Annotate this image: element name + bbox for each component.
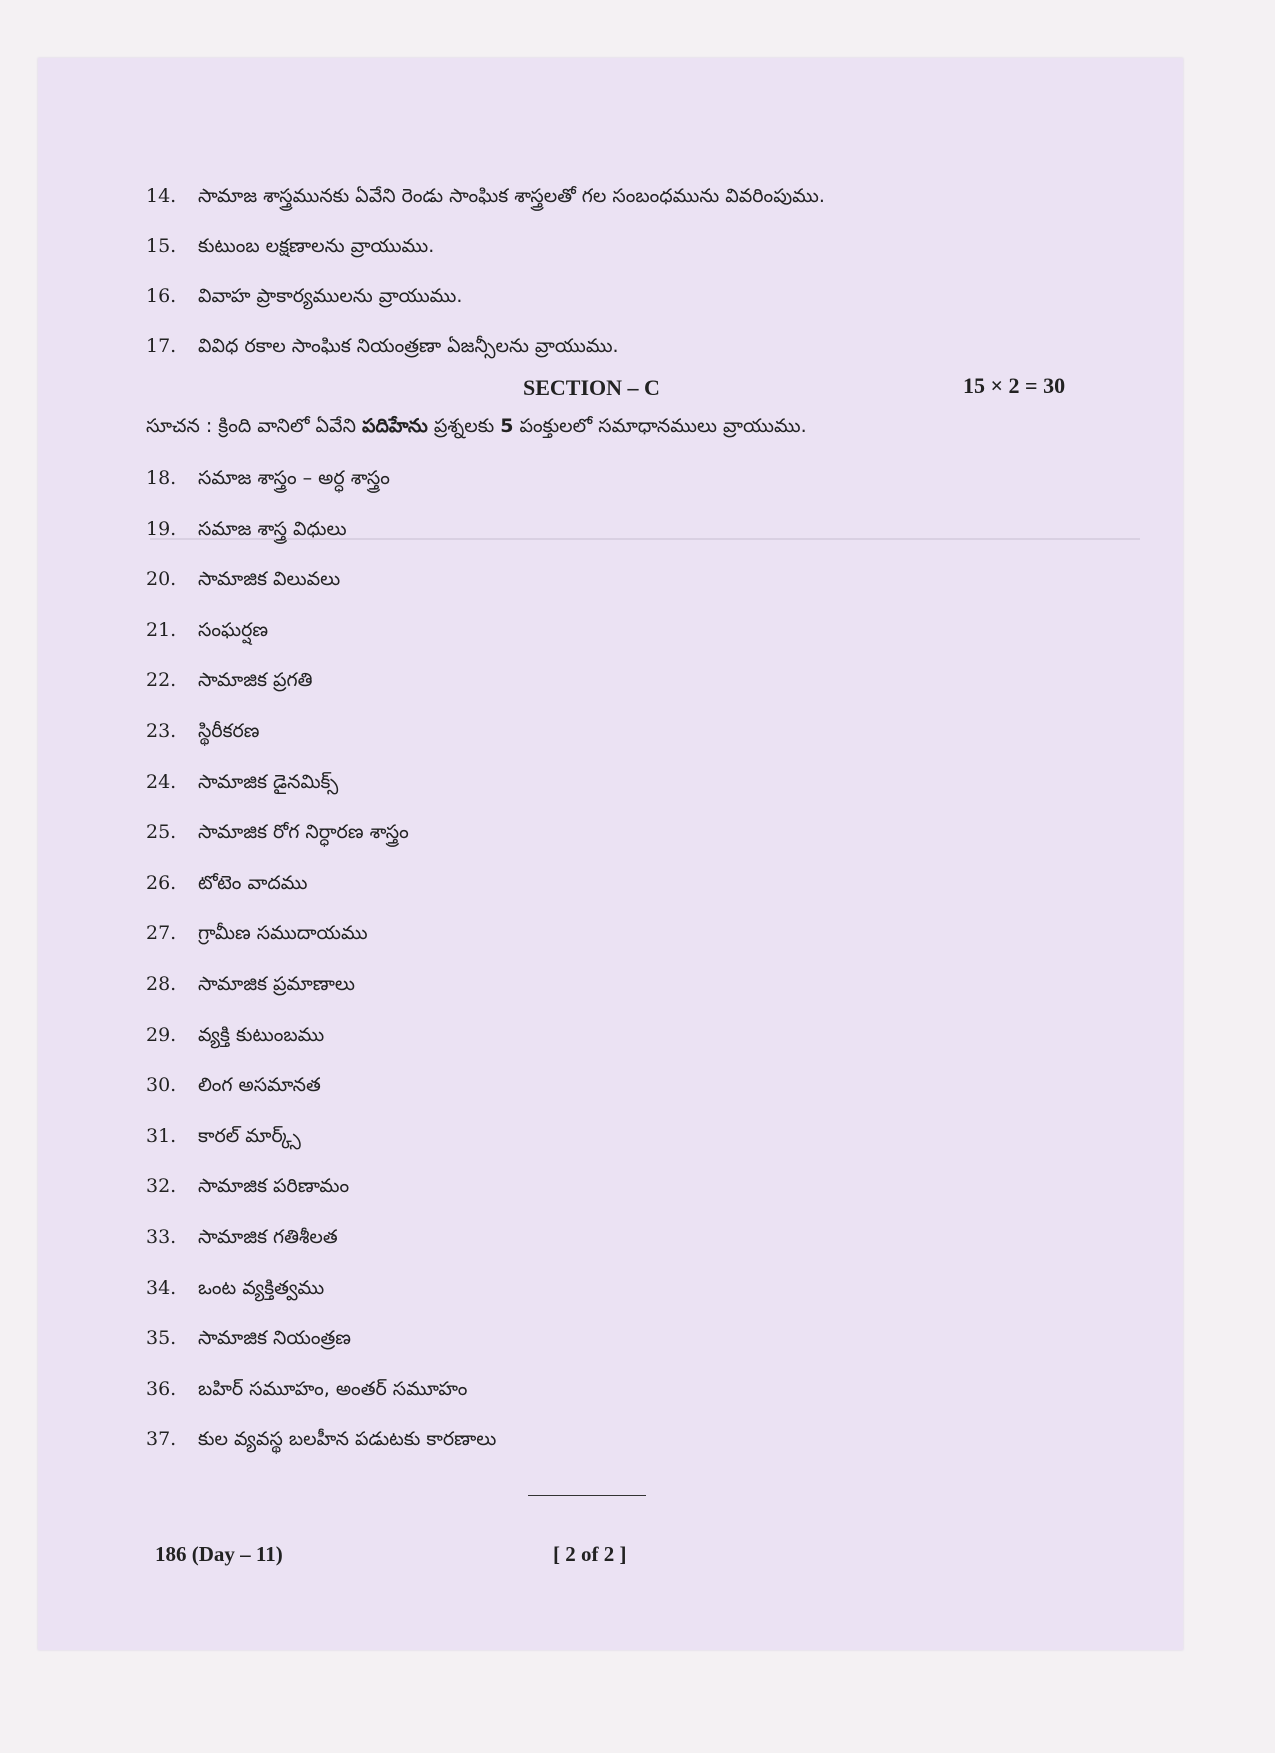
question-number: 17. [146, 335, 177, 357]
question-number: 34. [146, 1276, 177, 1299]
question-number: 21. [146, 618, 177, 641]
question-text: సమాజ శాస్త్ర విధులు [198, 517, 347, 540]
question-item [146, 1073, 321, 1097]
question-text: సామాజిక పరిణామం [198, 1175, 350, 1198]
question-number: 20. [146, 568, 177, 591]
question-text: వ్యక్తి కుటుంబము [198, 1023, 325, 1046]
instruction-count: పదిహేను [361, 415, 428, 437]
question-text: కుల వ్యవస్థ బలహీన పడుటకు కారణాలు [198, 1428, 497, 1451]
section-marks: 15 × 2 = 30 [963, 373, 1066, 398]
instruction-text: క్రింది వానిలో ఏవేని [218, 415, 356, 437]
question-item [146, 1124, 301, 1148]
question-number: 35. [146, 1327, 177, 1350]
question-item [146, 770, 338, 794]
instruction-lines: 5 [500, 415, 514, 437]
question-number: 37. [146, 1428, 177, 1451]
question-number: 31. [146, 1124, 177, 1147]
section-title: SECTION – C [523, 375, 660, 400]
question-text: వివిధ రకాల సాంఘిక నియంత్రణా ఏజన్సీలను వ్రాయుము. [198, 335, 619, 357]
question-text: టోటెం వాదము [198, 871, 308, 894]
question-item [146, 1276, 324, 1300]
question-number: 15. [146, 235, 177, 257]
question-item [146, 1225, 338, 1249]
question-item [146, 334, 619, 358]
end-rule [528, 1495, 646, 1496]
question-item [146, 820, 409, 844]
question-text: సామాజ శాస్త్రమునకు ఏవేని రెండు సాంఘిక శాస్త్రలతో గల సంబంధమును వివరింపుము. [198, 185, 825, 207]
question-text: ఒంట వ్యక్తిత్వము [198, 1276, 325, 1299]
question-number: 23. [146, 720, 177, 742]
question-number: 19. [146, 517, 177, 540]
question-text: సామాజిక నియంత్రణ [198, 1327, 351, 1350]
question-number: 25. [146, 821, 177, 844]
question-item [146, 1023, 324, 1047]
question-item [146, 517, 347, 541]
question-number: 30. [146, 1074, 177, 1097]
question-text: సామాజిక ప్రమాణాలు [198, 973, 355, 995]
question-text: సమాజ శాస్త్రం – అర్ధ శాస్త్రం [198, 467, 390, 489]
question-number: 16. [146, 285, 177, 307]
question-number: 14. [146, 185, 177, 207]
question-number: 24. [146, 770, 177, 793]
question-item [146, 567, 340, 591]
question-item [146, 234, 434, 258]
question-text: కారల్ మార్క్స్ [198, 1124, 301, 1147]
question-item [146, 1427, 496, 1451]
question-number: 28. [146, 973, 177, 995]
question-item [146, 719, 259, 743]
question-text: స్థిరీకరణ [198, 720, 260, 742]
question-item [146, 921, 368, 945]
question-text: సామాజిక డైనమిక్స్ [198, 770, 339, 793]
page-content [38, 58, 1183, 1650]
question-number: 26. [146, 871, 177, 894]
question-text: బహిర్ సమూహం, అంతర్ సమూహం [198, 1377, 468, 1400]
question-item [146, 871, 307, 895]
page-number: [ 2 of 2 ] [553, 1542, 627, 1566]
paper-code: 186 (Day – 11) [155, 1542, 283, 1566]
question-item [146, 466, 390, 490]
question-item [146, 1174, 349, 1198]
question-item [146, 284, 462, 308]
question-number: 32. [146, 1175, 177, 1198]
question-number: 27. [146, 922, 177, 945]
instruction-text: పంక్తులలో సమాధానములు వ్రాయుము. [519, 415, 807, 437]
question-item [146, 972, 355, 996]
question-item [146, 184, 825, 208]
question-number: 29. [146, 1023, 177, 1046]
question-text: సామాజిక విలువలు [198, 568, 341, 591]
question-number: 36. [146, 1377, 177, 1400]
question-item [146, 618, 268, 642]
question-text: వివాహ ప్రాకార్యములను వ్రాయుము. [198, 285, 463, 307]
section-instruction [146, 415, 807, 442]
question-text: లింగ అసమానత [198, 1074, 321, 1097]
question-item [146, 1377, 467, 1401]
instruction-prefix: సూచన : [146, 415, 213, 437]
question-item [146, 1326, 351, 1350]
instruction-text: ప్రశ్నలకు [433, 415, 495, 437]
question-text: సామాజిక రోగ నిర్ధారణ శాస్త్రం [198, 821, 409, 844]
question-number: 22. [146, 669, 177, 692]
question-text: కుటుంబ లక్షణాలను వ్రాయుము. [198, 235, 435, 257]
question-item [146, 668, 313, 692]
question-number: 18. [146, 467, 177, 489]
exam-page [38, 58, 1183, 1650]
question-text: సామాజిక గతిశీలత [198, 1226, 338, 1248]
question-text: సామాజిక ప్రగతి [198, 669, 313, 692]
question-text: సంఘర్షణ [198, 618, 269, 641]
question-number: 33. [146, 1226, 177, 1248]
question-text: గ్రామీణ సముదాయము [198, 922, 368, 945]
